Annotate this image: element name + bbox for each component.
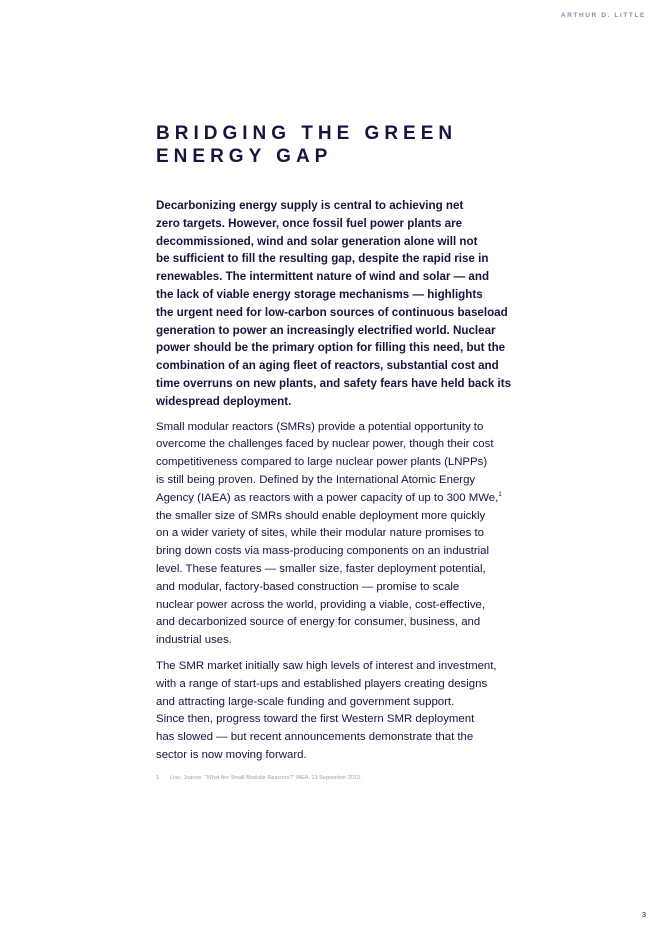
footnote bbox=[156, 775, 552, 781]
footnote-number: 1 bbox=[156, 774, 160, 781]
body-paragraph-smr-market: The SMR market initially saw high levels of interest and investment, with a range of start-ups and established players creating designs and attracting large-scale funding and government support. Since then, progress toward the first Western SMR deployment has slowed — but recent announcements demonstrate that the sector is now moving forward. bbox=[156, 659, 497, 761]
lead-paragraph: Decarbonizing energy supply is central to achieving net zero targets. However, once fossil fuel power plants are decommissioned, wind and solar generation alone will not be sufficient to fill the resulting gap, despite the rapid rise in renewables. The intermittent nature of wind and solar — and the lack of viable energy storage mechanisms — highlights the urgent need for low-carbon sources of continuous baseload generation to power an increasingly electrified world. Nuclear power should be the primary option for filling this need, but the combination of an aging fleet of reactors, substantial cost and time overruns on new plants, and safety fears have held back its widespread deployment. bbox=[156, 199, 512, 408]
page-number: 3 bbox=[641, 910, 646, 919]
footnote-reference: 1 bbox=[498, 491, 502, 498]
body-paragraph-smr-intro bbox=[156, 419, 552, 650]
page-title: BRIDGING THE GREEN ENERGY GAP bbox=[156, 123, 458, 167]
smr-intro-text-end: the smaller size of SMRs should enable deployment more quickly on a wider variety of sites, while their modular nature promises to bring down costs via mass-producing components on an industrial level. These features — smaller size, faster deployment potential, and modular, factory-based construction — promise to scale nuclear power across the world, providing a viable, cost-effective, and decarbonized source of energy for consumer, business, and industrial uses. bbox=[156, 509, 490, 647]
brand-header: ARTHUR D. LITTLE bbox=[560, 12, 646, 19]
footnote-text: Liou, Joanne. "What Are Small Modular Reactors?" IAEA, 13 September 2013. bbox=[170, 774, 362, 781]
article-body bbox=[156, 122, 552, 781]
smr-intro-text-start: Small modular reactors (SMRs) provide a potential opportunity to overcome the challenges faced by nuclear power, though their cost competitiveness compared to large nuclear power plants (LNPPs) is still being proven. Defined by the International Atomic Energy Agency (IAEA) as reactors with a power capacity of up to 300 MWe, bbox=[156, 420, 499, 504]
